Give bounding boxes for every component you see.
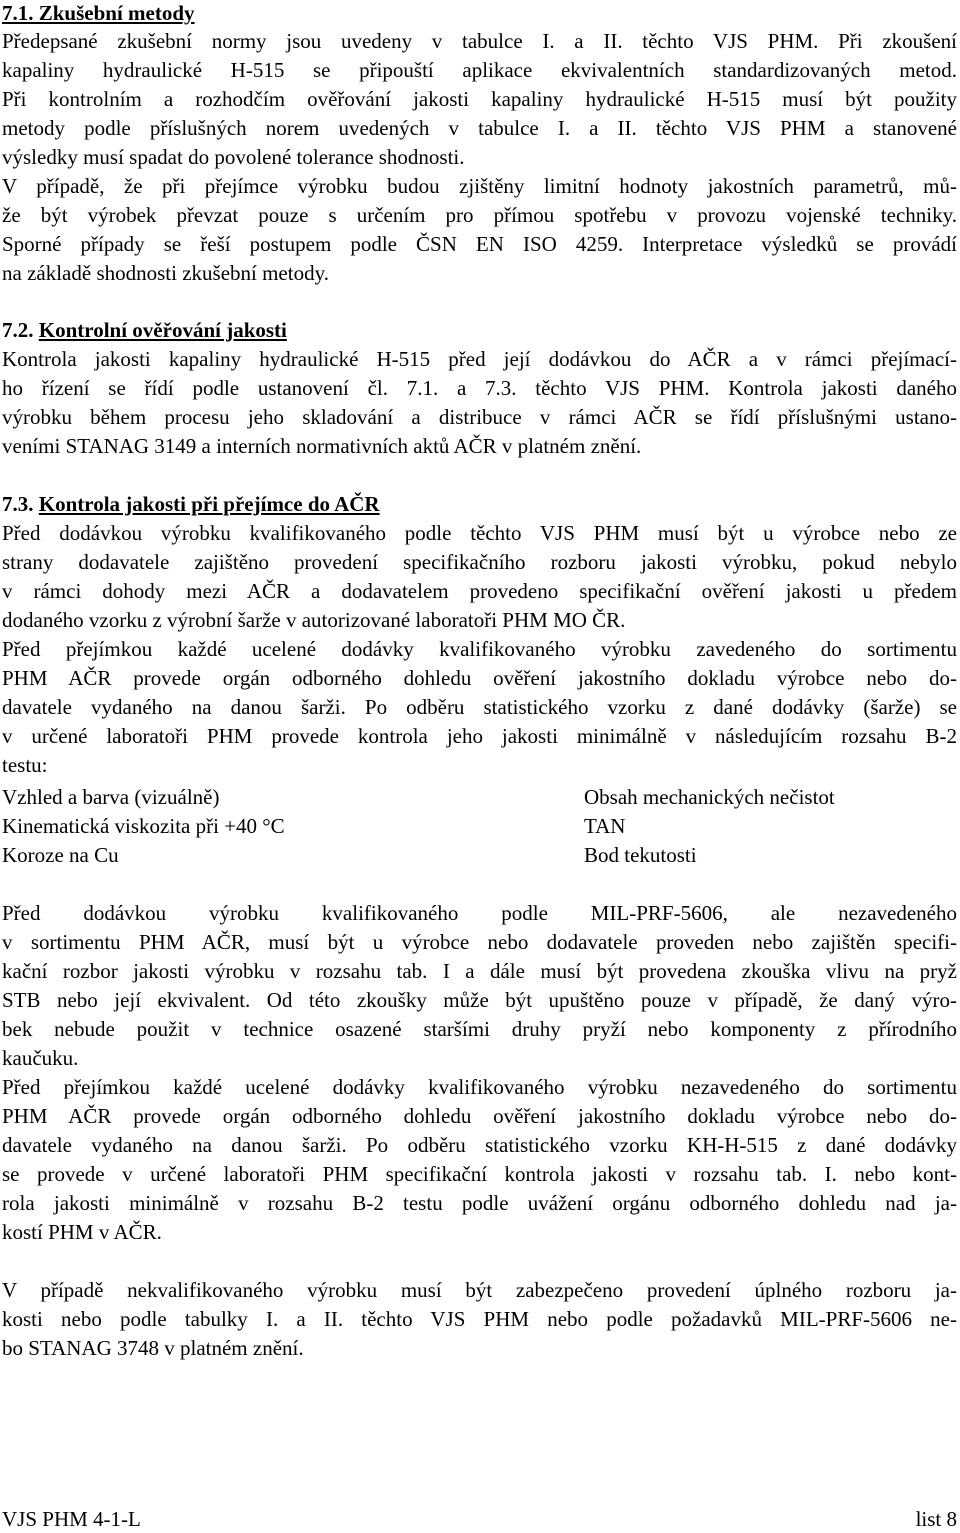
section-title: Kontrola jakosti při přejímce do AČR xyxy=(38,492,380,516)
paragraph-line: Předepsané zkušební normy jsou uvedeny v tabulce I. a II. těchto VJS PHM. Při zkoušení xyxy=(2,29,957,53)
paragraph-line: bo STANAG 3748 v platném znění. xyxy=(2,1336,304,1360)
paragraph-line: v sortimentu PHM AČR, musí být u výrobce nebo dodavatele proveden nebo zajištěn specifi- xyxy=(2,930,957,954)
paragraph-line: že být výrobek převzat pouze s určením pro přímou spotřebu v provozu vojenské techniky. xyxy=(2,203,957,227)
footer-document-id: VJS PHM 4-1-L xyxy=(2,1507,141,1531)
section-heading-7-2 xyxy=(2,316,957,344)
paragraph-line: na základě shodnosti zkušební metody. xyxy=(2,261,329,285)
paragraph-line: V případě, že při přejímce výrobku budou zjištěny limitní hodnoty jakostních parametrů, mů- xyxy=(2,174,957,198)
paragraph-line: V případě nekvalifikovaného výrobku musí být zabezpečeno provedení úplného rozboru ja- xyxy=(2,1278,957,1302)
paragraph-line: davatele vydaného na danou šarži. Po odběru statistického vzorku KH-H-515 z dané dodávky xyxy=(2,1133,957,1157)
test-row xyxy=(2,783,957,811)
paragraph-line: kaučuku. xyxy=(2,1046,79,1070)
test-item: Vzhled a barva (vizuálně) xyxy=(2,785,220,809)
paragraph-line: strany dodavatele zajištěno provedení specifikačního rozboru jakosti výrobku, pokud nebylo xyxy=(2,550,957,574)
test-item: Kinematická viskozita při +40 °C xyxy=(2,814,285,838)
paragraph-line: davatele vydaného na danou šarži. Po odběru statistického vzorku z dané dodávky (šarže) se xyxy=(2,695,957,719)
paragraph-line: v určené laboratoři PHM provede kontrola jeho jakosti minimálně v následujícím rozsahu B-2 xyxy=(2,724,957,748)
paragraph-line: Před dodávkou výrobku kvalifikovaného podle těchto VJS PHM musí být u výrobce nebo ze xyxy=(2,521,957,545)
paragraph-line: Před dodávkou výrobku kvalifikovaného podle MIL-PRF-5606, ale nezavedeného xyxy=(2,901,957,925)
test-row xyxy=(2,812,957,840)
test-row xyxy=(2,841,957,869)
test-item: Bod tekutosti xyxy=(584,843,697,867)
test-item: Obsah mechanických nečistot xyxy=(584,785,835,809)
paragraph-line: Před přejímkou každé ucelené dodávky kvalifikovaného výrobku nezavedeného do sortimentu xyxy=(2,1075,957,1099)
paragraph-line: bek nebude použit v technice osazené staršími druhy pryží nebo komponenty z přírodního xyxy=(2,1017,957,1041)
paragraph-line: se provede v určené laboratoři PHM specifikační kontrola jakosti v rozsahu tab. I. nebo kont- xyxy=(2,1162,957,1186)
paragraph-line: Sporné případy se řeší postupem podle ČSN EN ISO 4259. Interpretace výsledků se provádí xyxy=(2,232,957,256)
paragraph-line: dodaného vzorku z výrobní šarže v autorizované laboratoři PHM MO ČR. xyxy=(2,608,626,632)
section-heading-7-1: 7.1. Zkušební metody xyxy=(2,1,195,25)
paragraph-line: Kontrola jakosti kapaliny hydraulické H-515 před její dodávkou do AČR a v rámci přejímací- xyxy=(2,347,957,371)
paragraph-line: výsledky musí spadat do povolené tolerance shodnosti. xyxy=(2,145,465,169)
section-heading-7-3 xyxy=(2,490,957,518)
paragraph-line: metody podle příslušných norem uvedených v tabulce I. a II. těchto VJS PHM a stanovené xyxy=(2,116,957,140)
section-number: 7.2. xyxy=(2,318,34,342)
paragraph-line: kapaliny hydraulické H-515 se připouští aplikace ekvivalentních standardizovaných metod. xyxy=(2,58,957,82)
paragraph-line: Při kontrolním a rozhodčím ověřování jakosti kapaliny hydraulické H-515 musí být použity xyxy=(2,87,957,111)
paragraph-line: kační rozbor jakosti výrobku v rozsahu tab. I a dále musí být provedena zkouška vlivu na pryž xyxy=(2,959,957,983)
section-title: Kontrolní ověřování jakosti xyxy=(38,318,287,342)
section-number: 7.3. xyxy=(2,492,34,516)
paragraph-line: testu: xyxy=(2,753,48,777)
paragraph-line: v rámci dohody mezi AČR a dodavatelem provedeno specifikační ověření jakosti u předem xyxy=(2,579,957,603)
paragraph-line: STB nebo její ekvivalent. Od této zkoušky může být upuštěno pouze v případě, že daný výro- xyxy=(2,988,957,1012)
paragraph-line: rola jakosti minimálně v rozsahu B-2 testu podle uvážení orgánu odborného dohledu nad ja- xyxy=(2,1191,957,1215)
paragraph-line: veními STANAG 3149 a interních normativních aktů AČR v platném znění. xyxy=(2,434,642,458)
paragraph-line: PHM AČR provede orgán odborného dohledu ověření jakostního dokladu výrobce nebo do- xyxy=(2,666,957,690)
footer-page-number: list 8 xyxy=(915,1507,957,1531)
paragraph-line: kosti nebo podle tabulky I. a II. těchto VJS PHM nebo podle požadavků MIL-PRF-5606 ne- xyxy=(2,1307,957,1331)
test-item: Koroze na Cu xyxy=(2,843,119,867)
test-item: TAN xyxy=(584,814,626,838)
paragraph-line: Před přejímkou každé ucelené dodávky kvalifikovaného výrobku zavedeného do sortimentu xyxy=(2,637,957,661)
paragraph-line: PHM AČR provede orgán odborného dohledu ověření jakostního dokladu výrobce nebo do- xyxy=(2,1104,957,1128)
paragraph-line: výrobku během procesu jeho skladování a distribuce v rámci AČR se řídí příslušnými ustano- xyxy=(2,405,957,429)
paragraph-line: ho řízení se řídí podle ustanovení čl. 7.1. a 7.3. těchto VJS PHM. Kontrola jakosti daného xyxy=(2,376,957,400)
paragraph-line: kostí PHM v AČR. xyxy=(2,1220,162,1244)
